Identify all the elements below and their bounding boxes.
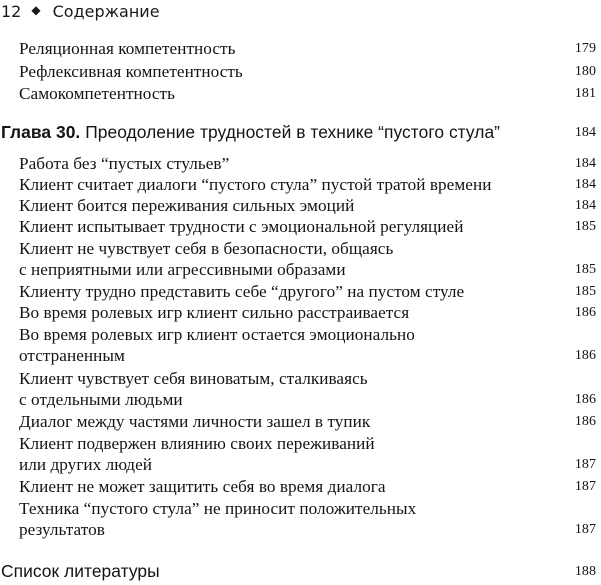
toc-entry [19,153,596,174]
toc-entry-page: 187 [574,522,596,537]
toc-entry-page: 186 [574,392,596,407]
toc-entry-title-continued: или других людей [19,455,153,474]
toc-entry-page: 184 [574,156,596,171]
toc-entry [19,476,596,497]
toc-entry-title: Клиент не может защитить себя во время диалога [19,477,386,496]
toc-entry [19,83,596,104]
toc-entry-page: 185 [574,262,596,277]
toc-entry [19,368,596,410]
toc-entry-page: 181 [574,86,596,101]
toc-entry [19,216,596,237]
toc-entry [19,302,596,323]
toc-entry [19,38,596,59]
toc-entry-title-continued: результатов [19,520,105,539]
references-heading [1,561,596,582]
toc-entry-title-continued: отстраненным [19,346,125,365]
toc-entry [19,238,596,280]
toc-entry [19,195,596,216]
toc-entry-title: Клиент не чувствует себя в безопасности, общаясь [19,239,394,258]
toc-entry-title: Диалог между частями личности зашел в тупик [19,412,371,431]
toc-entry-title: Работа без “пустых стульев” [19,154,230,173]
toc-entry-page: 184 [574,198,596,213]
toc-entry-page: 187 [574,479,596,494]
chapter-title: Преодоление трудностей в технике “пустого стула” [85,122,501,142]
toc-entry-page: 185 [574,219,596,234]
toc-entry-page: 186 [574,348,596,363]
toc-entry [19,61,596,82]
toc-entry-page: 187 [574,457,596,472]
toc-entry [19,433,596,475]
toc-entry [19,174,596,195]
toc-entry-page: 180 [574,64,596,79]
toc-entry-page: 179 [574,41,596,56]
references-title: Список литературы [1,561,160,581]
running-header [1,0,160,22]
running-header-title: Содержание [52,1,160,21]
chapter-page: 184 [574,125,596,140]
toc-entry [19,411,596,432]
toc-entry-title: Клиент подвержен влиянию своих переживаний [19,434,375,453]
toc-entry-title: Клиент чувствует себя виноватым, сталкиваясь [19,369,368,388]
toc-entry-title: Реляционная компетентность [19,39,236,58]
toc-entry-title: Во время ролевых игр клиент остается эмоционально [19,325,415,344]
toc-entry-title-continued: с отдельными людьми [19,390,183,409]
diamond-separator-icon: ◆ [31,3,41,17]
toc-entry-title: Клиенту трудно представить себе “другого” на пустом стуле [19,282,465,301]
toc-entry-page: 184 [574,177,596,192]
toc-entry-title: Самокомпетентность [19,84,175,103]
toc-entry-title: Клиент считает диалоги “пустого стула” пустой тратой времени [19,175,492,194]
chapter-label: Глава 30. [1,122,81,142]
toc-entry [19,324,596,366]
toc-entry [19,281,596,302]
toc-entry-title: Клиент испытывает трудности с эмоциональной регуляцией [19,217,464,236]
toc-entry-title-continued: с неприятными или агрессивными образами [19,260,346,279]
toc-entry-page: 186 [574,305,596,320]
references-page: 188 [574,564,596,579]
toc-entry-page: 186 [574,414,596,429]
toc-entry-title: Во время ролевых игр клиент сильно расстраивается [19,303,410,322]
toc-entry-page: 185 [574,284,596,299]
toc-entry-title: Техника “пустого стула” не приносит положительных [19,499,417,518]
toc-entry-title: Рефлексивная компетентность [19,62,243,81]
toc-entry-title: Клиент боится переживания сильных эмоций [19,196,355,215]
toc-entry [19,498,596,540]
page-number: 12 [1,1,22,21]
chapter-heading [1,122,596,143]
